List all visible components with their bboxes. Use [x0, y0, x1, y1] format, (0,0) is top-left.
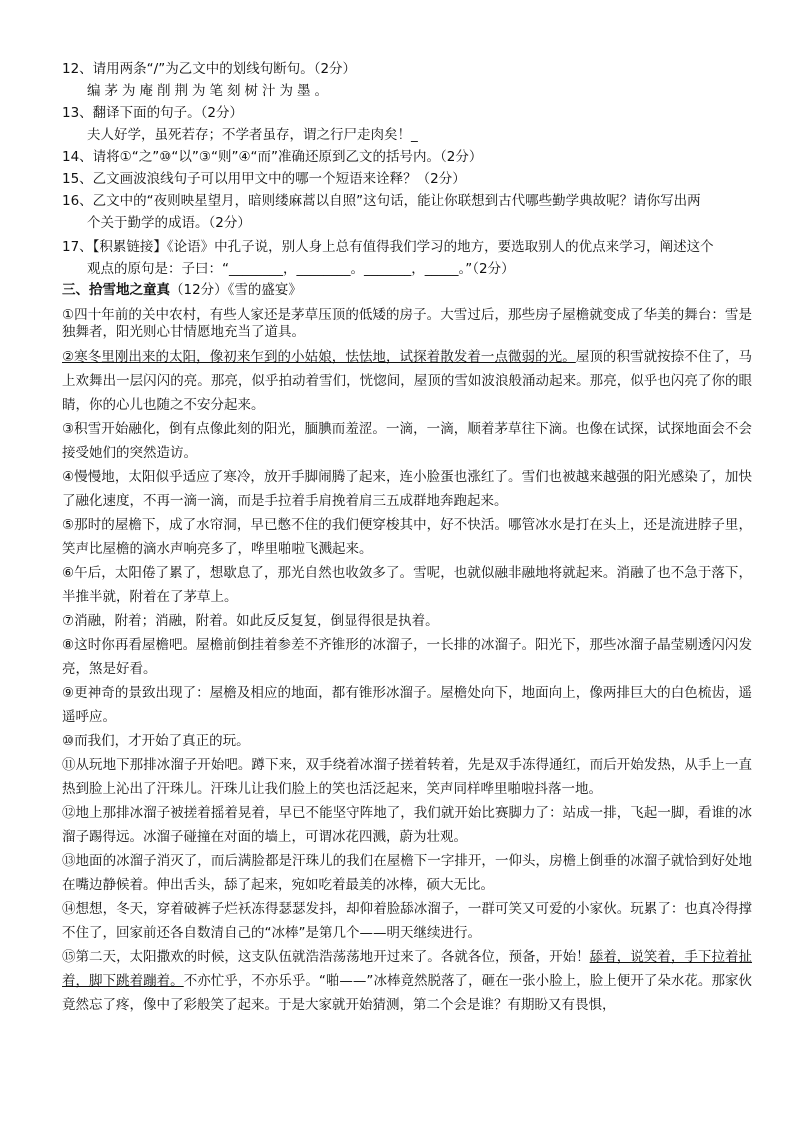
question-17: 17、【积累链接】《论语》中孔子说，别人身上总有值得我们学习的地方，要选取别人的优点来学习，阐述这个 — [62, 239, 714, 255]
article-body — [62, 307, 752, 1017]
question-16-cont: 个关于勤学的成语。（2分） — [87, 215, 251, 231]
question-12-sentence: 编茅为庵削荆为笔刻树汁为墨。 — [87, 83, 332, 99]
section-subtitle: （12分）《雪的盛宴》 — [170, 282, 302, 298]
question-15: 15、乙文画波浪线句子可以用甲文中的哪一个短语来诠释？（2分） — [62, 171, 466, 187]
article-paragraph-11: ⑪从玩地下那排冰溜子开始吧。蹲下来，双手绕着冰溜子搓着转着，先是双手冻得通红，而后开始发热，从手上一直热到脸上沁出了汗珠儿。汗珠儿让我们脸上的笑也活泛起来，笑声同样哗里啪啦抖落一地。 — [62, 757, 752, 797]
question-13: 13、翻译下面的句子。（2分） — [62, 105, 244, 121]
question-14: 14、请将①“之”⑩“以”③“则”④“而”准确还原到乙文的括号内。（2分） — [62, 149, 483, 165]
article-paragraph-4: ④慢慢地，太阳似乎适应了寒冷，放开手脚闹腾了起来，连小脸蛋也涨红了。雪们也被越来越强的阳光感染了，加快了融化速度，不再一滴一滴，而是手拉着手肩挽着肩三五成群地奔跑起来。 — [62, 469, 752, 509]
underlined-sentence: ②寒冬里刚出来的太阳，像初来乍到的小姑娘，怯怯地，试探着散发着一点微弱的光。 — [62, 349, 576, 365]
question-17-cont: 观点的原句是：子曰：“________，________。_______，_____。”（2分） — [87, 261, 515, 277]
article-paragraph-7: ⑦消融，附着；消融，附着。如此反反复复，倒显得很是执着。 — [62, 613, 439, 629]
article-paragraph-12: ⑫地上那排冰溜子被搓着摇着晃着，早已不能坚守阵地了，我们就开始比赛脚力了：站成一排，飞起一脚，看谁的冰溜子踢得远。冰溜子碰撞在对面的墙上，可谓冰花四溅，蔚为壮观。 — [62, 805, 752, 845]
article-paragraph-2 — [62, 345, 752, 417]
question-13-sentence: 夫人好学，虽死若存；不学者虽存，谓之行尸走肉矣！_ — [87, 127, 418, 143]
question-16: 16、乙文中的“夜则映星望月，暗则缕麻蒿以自照”这句话，能让你联想到古代哪些勤学典故呢？请你写出两 — [62, 193, 701, 209]
article-paragraph-15 — [62, 945, 752, 1017]
underlined-sentence-2: 舔着，说笑着，手下拉着扯着，脚下跳着蹦着。 — [62, 949, 753, 989]
article-paragraph-13: ⑬地面的冰溜子消灭了，而后满脸都是汗珠儿的我们在屋檐下一字排开，一仰头，房檐上倒垂的冰溜子就恰到好处地在嘴边静候着。伸出舌头，舔了起来，宛如吃着最美的冰棒，硕大无比。 — [62, 853, 752, 893]
paragraph-15-start: ⑮第二天，太阳撒欢的时候，这支队伍就浩浩荡荡地开过来了。各就各位，预备，开始！ — [62, 949, 590, 965]
article-paragraph-14: ⑭想想，冬天，穿着破裤子烂袄冻得瑟瑟发抖，却仰着脸舔冰溜子，一群可笑又可爱的小家伙。玩累了：也真冷得撑不住了，回家前还各自数清自己的“冰棒”是第几个——明天继续进行。 — [62, 901, 752, 941]
section-heading — [62, 280, 752, 301]
question-12: 12、请用两条“/”为乙文中的划线句断句。（2分） — [62, 61, 357, 77]
article-paragraph-3: ③积雪开始融化，倒有点像此刻的阳光，腼腆而羞涩。一滴，一滴，顺着茅草往下滴。也像在试探，试探地面会不会接受她们的突然造访。 — [62, 421, 752, 461]
article-paragraph-5: ⑤那时的屋檐下，成了水帘洞，早已憋不住的我们便穿梭其中，好不快活。哪管冰水是打在头上，还是流进脖子里，笑声比屋檐的滴水声响亮多了，哗里啪啦飞溅起来。 — [62, 517, 752, 557]
article-paragraph-1: ①四十年前的关中农村，有些人家还是茅草压顶的低矮的房子。大雪过后，那些房子屋檐就变成了华美的舞台：雪是独舞者，阳光则心甘情愿地充当了道具。 — [62, 307, 752, 340]
paragraph-15-rest: 不亦忙乎，不亦乐乎。“啪——”冰棒竟然脱落了，砸在一张小脸上，脸上便开了朵水花。那家伙竟然忘了疼，像中了彩般笑了起来。于是大家就开始猜测，第二个会是谁？有期盼又有畏惧， — [62, 973, 752, 1013]
article-paragraph-10: ⑩而我们，才开始了真正的玩。 — [62, 733, 250, 749]
article-paragraph-6: ⑥午后，太阳倦了累了，想歇息了，那光自然也收敛多了。雪呢，也就似融非融地将就起来。消融了也不急于落下，半推半就，附着在了茅草上。 — [62, 565, 752, 605]
exam-page — [62, 58, 752, 1017]
article-paragraph-8: ⑧这时你再看屋檐吧。屋檐前倒挂着参差不齐锥形的冰溜子，一长排的冰溜子。阳光下，那些冰溜子晶莹剔透闪闪发亮，煞是好看。 — [62, 637, 752, 677]
paragraph-2-rest: 屋顶的积雪就按捺不住了，马上欢舞出一层闪闪的亮。那亮，似乎拍动着雪们，恍惚间，屋顶的雪如波浪般涌动起来。那亮，似乎也闪亮了你的眼睛，你的心儿也随之不安分起来。 — [62, 349, 753, 413]
section-title: 三、拾雪地之童真 — [62, 282, 170, 298]
article-paragraph-9: ⑨更神奇的景致出现了：屋檐及相应的地面，都有锥形冰溜子。屋檐处向下，地面向上，像两排巨大的白色梳齿，遥遥呼应。 — [62, 685, 752, 725]
